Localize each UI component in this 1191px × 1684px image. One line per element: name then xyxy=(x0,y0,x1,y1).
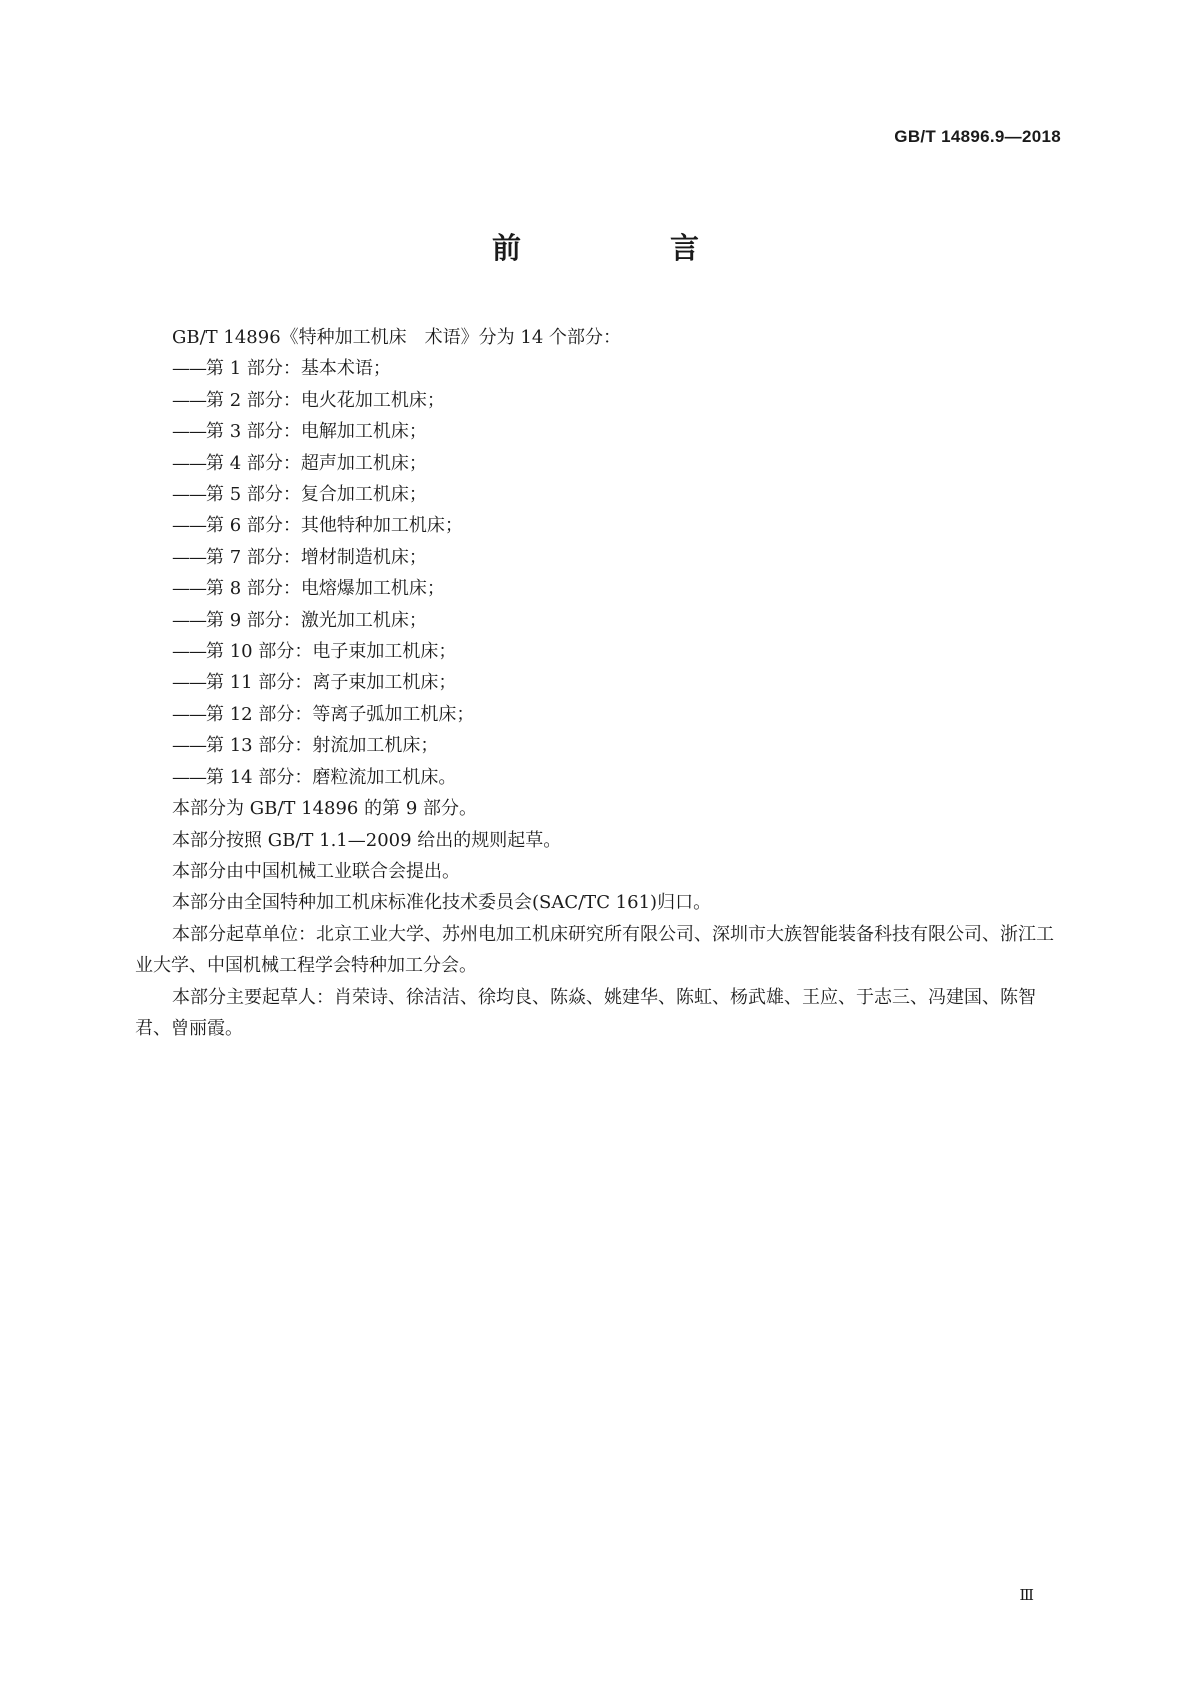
paragraph-drafting-rules: 本部分按照 GB/T 1.1—2009 给出的规则起草。 xyxy=(172,829,562,851)
list-item xyxy=(135,730,1065,761)
dash-marker: —— xyxy=(172,389,206,411)
dash-marker: —— xyxy=(172,484,206,506)
paragraph-drafters: 本部分主要起草人：肖荣诗、徐洁洁、徐均良、陈焱、姚建华、陈虹、杨武雄、王应、于志三、冯建国、陈智君、曾丽霞。 xyxy=(135,986,1036,1039)
list-item-text: 第 12 部分：等离子弧加工机床； xyxy=(206,703,475,725)
list-item-text: 第 1 部分：基本术语； xyxy=(206,358,391,380)
list-item-text: 第 4 部分：超声加工机床； xyxy=(206,452,427,474)
list-item xyxy=(135,762,1065,793)
dash-marker: —— xyxy=(172,421,206,443)
dash-marker: —— xyxy=(172,546,206,568)
paragraph-drafting-units: 本部分起草单位：北京工业大学、苏州电加工机床研究所有限公司、深圳市大族智能装备科技有限公司、浙江工业大学、中国机械工程学会特种加工分会。 xyxy=(135,923,1054,977)
paragraph-part-number: 本部分为 GB/T 14896 的第 9 部分。 xyxy=(172,798,477,820)
paragraph-proposer: 本部分由中国机械工业联合会提出。 xyxy=(172,860,460,882)
list-item xyxy=(135,667,1065,698)
list-item-text: 第 3 部分：电解加工机床； xyxy=(206,421,427,443)
intro-paragraph: GB/T 14896《特种加工机床 术语》分为 14 个部分： xyxy=(172,327,622,348)
list-item xyxy=(135,605,1065,636)
dash-marker: —— xyxy=(172,578,206,600)
list-item xyxy=(135,385,1065,416)
list-item-text: 第 14 部分：磨粒流加工机床。 xyxy=(206,766,457,788)
parts-list xyxy=(135,353,1065,793)
list-item xyxy=(135,448,1065,479)
list-item-text: 第 5 部分：复合加工机床； xyxy=(206,484,427,506)
list-item-text: 第 7 部分：增材制造机床； xyxy=(206,546,427,568)
dash-marker: —— xyxy=(172,358,206,380)
standard-code: GB/T 14896.9—2018 xyxy=(894,127,1061,146)
dash-marker: —— xyxy=(172,766,206,788)
dash-marker: —— xyxy=(172,672,206,694)
list-item-text: 第 11 部分：离子束加工机床； xyxy=(206,672,457,694)
page-number: Ⅲ xyxy=(1019,1586,1034,1604)
list-item-text: 第 2 部分：电火花加工机床； xyxy=(206,389,445,411)
foreword-body xyxy=(135,322,1065,1044)
list-item xyxy=(135,699,1065,730)
list-item xyxy=(135,353,1065,384)
dash-marker: —— xyxy=(172,703,206,725)
dash-marker: —— xyxy=(172,515,206,537)
list-item xyxy=(135,479,1065,510)
list-item-text: 第 8 部分：电熔爆加工机床； xyxy=(206,578,445,600)
dash-marker: —— xyxy=(172,735,206,757)
dash-marker: —— xyxy=(172,641,206,663)
list-item-text: 第 10 部分：电子束加工机床； xyxy=(206,641,457,663)
page-title: 前 言 xyxy=(491,231,759,265)
list-item-text: 第 13 部分：射流加工机床； xyxy=(206,735,439,757)
list-item xyxy=(135,416,1065,447)
list-item xyxy=(135,542,1065,573)
list-item xyxy=(135,573,1065,604)
paragraph-committee: 本部分由全国特种加工机床标准化技术委员会(SAC/TC 161)归口。 xyxy=(172,892,712,914)
list-item-text: 第 9 部分：激光加工机床； xyxy=(206,609,427,631)
list-item xyxy=(135,636,1065,667)
list-item-text: 第 6 部分：其他特种加工机床； xyxy=(206,515,463,537)
list-item xyxy=(135,510,1065,541)
dash-marker: —— xyxy=(172,452,206,474)
dash-marker: —— xyxy=(172,609,206,631)
